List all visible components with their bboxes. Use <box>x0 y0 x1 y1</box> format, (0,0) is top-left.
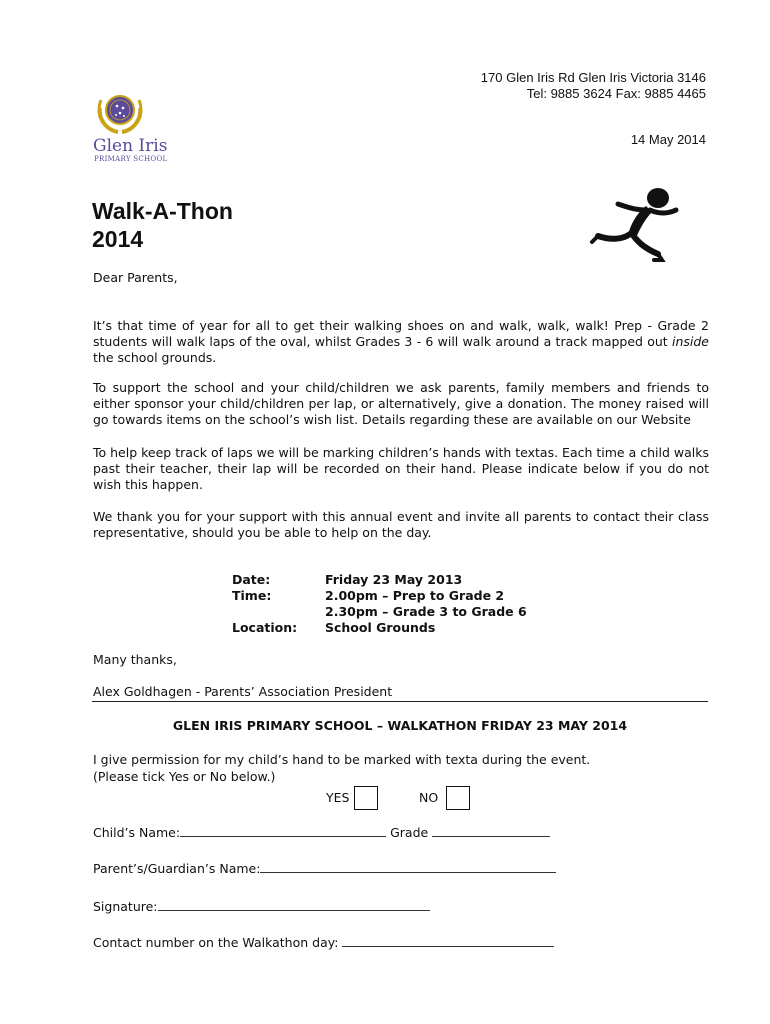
paragraph-1 <box>93 318 709 366</box>
location-row <box>232 620 527 636</box>
school-address: 170 Glen Iris Rd Glen Iris Victoria 3146 <box>480 70 706 85</box>
guardian-name-row <box>93 860 556 877</box>
signoff: Alex Goldhagen - Parents’ Association President <box>93 684 393 699</box>
paragraph-1-emphasis: inside <box>671 334 709 349</box>
letter-title <box>92 197 233 253</box>
paragraph-1-text-a: It’s that time of year for all to get their walking shoes on and walk, walk, walk! Prep - Grade 2 students will walk laps of the oval, whilst Grades 3 - 6 will walk around a track mapped out <box>93 318 709 349</box>
greeting: Dear Parents, <box>93 270 178 285</box>
school-address-block <box>481 70 706 102</box>
grade-field[interactable] <box>432 824 550 837</box>
no-checkbox[interactable] <box>446 786 470 810</box>
date-value: Friday 23 May 2013 <box>325 572 463 587</box>
child-name-row <box>93 824 550 841</box>
signature-label: Signature: <box>93 899 158 914</box>
location-label: Location: <box>232 620 298 635</box>
time-value-2: 2.30pm – Grade 3 to Grade 6 <box>325 604 527 619</box>
tear-off-divider <box>92 701 708 702</box>
running-figure-icon <box>588 184 688 264</box>
paragraph-3: To help keep track of laps we will be marking children’s hands with textas. Each time a child walks past their teacher, their lap will be recorded on their hand. Please indicate below if you do not wish this happen. <box>93 445 709 492</box>
title-line-1: Walk-A-Thon <box>92 198 233 224</box>
signature-row <box>93 898 430 915</box>
child-name-label: Child’s Name: <box>93 825 181 840</box>
yes-checkbox[interactable] <box>354 786 378 810</box>
child-name-field[interactable] <box>180 824 386 837</box>
yes-label: YES <box>326 790 350 805</box>
permission-text: I give permission for my child’s hand to be marked with texta during the event. <box>93 752 591 767</box>
closing: Many thanks, <box>93 652 177 667</box>
logo-school-name: Glen Iris <box>93 136 168 156</box>
permission-instruction: (Please tick Yes or No below.) <box>93 769 276 784</box>
time-value-1: 2.00pm – Prep to Grade 2 <box>325 588 505 603</box>
grade-label: Grade <box>390 825 429 840</box>
time-label: Time: <box>232 588 272 603</box>
form-heading: GLEN IRIS PRIMARY SCHOOL – WALKATHON FRIDAY 23 MAY 2014 <box>172 718 628 733</box>
school-phone: Tel: 9885 3624 Fax: 9885 4465 <box>526 86 706 101</box>
time-row-2 <box>232 604 527 620</box>
date-row <box>232 572 527 588</box>
paragraph-4: We thank you for your support with this annual event and invite all parents to contact their class representative, should you be able to help on the day. <box>93 509 709 540</box>
letter-date: 14 May 2014 <box>630 132 706 147</box>
location-value: School Grounds <box>325 620 436 635</box>
contact-number-label: Contact number on the Walkathon day: <box>93 935 339 950</box>
contact-number-row <box>93 934 554 951</box>
paragraph-2: To support the school and your child/children we ask parents, family members and friends to either sponsor your child/children per lap, or alternatively, give a donation. The money raised will go towards items on the school’s wish list. Details regarding these are available on our Website <box>93 380 709 427</box>
paragraph-1-text-b: the school grounds. <box>93 350 217 365</box>
signature-field[interactable] <box>158 898 430 911</box>
event-details <box>232 572 527 636</box>
contact-number-field[interactable] <box>342 934 554 947</box>
time-row <box>232 588 527 604</box>
guardian-name-label: Parent’s/Guardian’s Name: <box>93 861 261 876</box>
title-line-2: 2014 <box>92 226 144 252</box>
date-label: Date: <box>232 572 271 587</box>
logo-school-subtitle: PRIMARY SCHOOL <box>94 155 168 163</box>
guardian-name-field[interactable] <box>260 860 556 873</box>
no-label: NO <box>419 790 439 805</box>
